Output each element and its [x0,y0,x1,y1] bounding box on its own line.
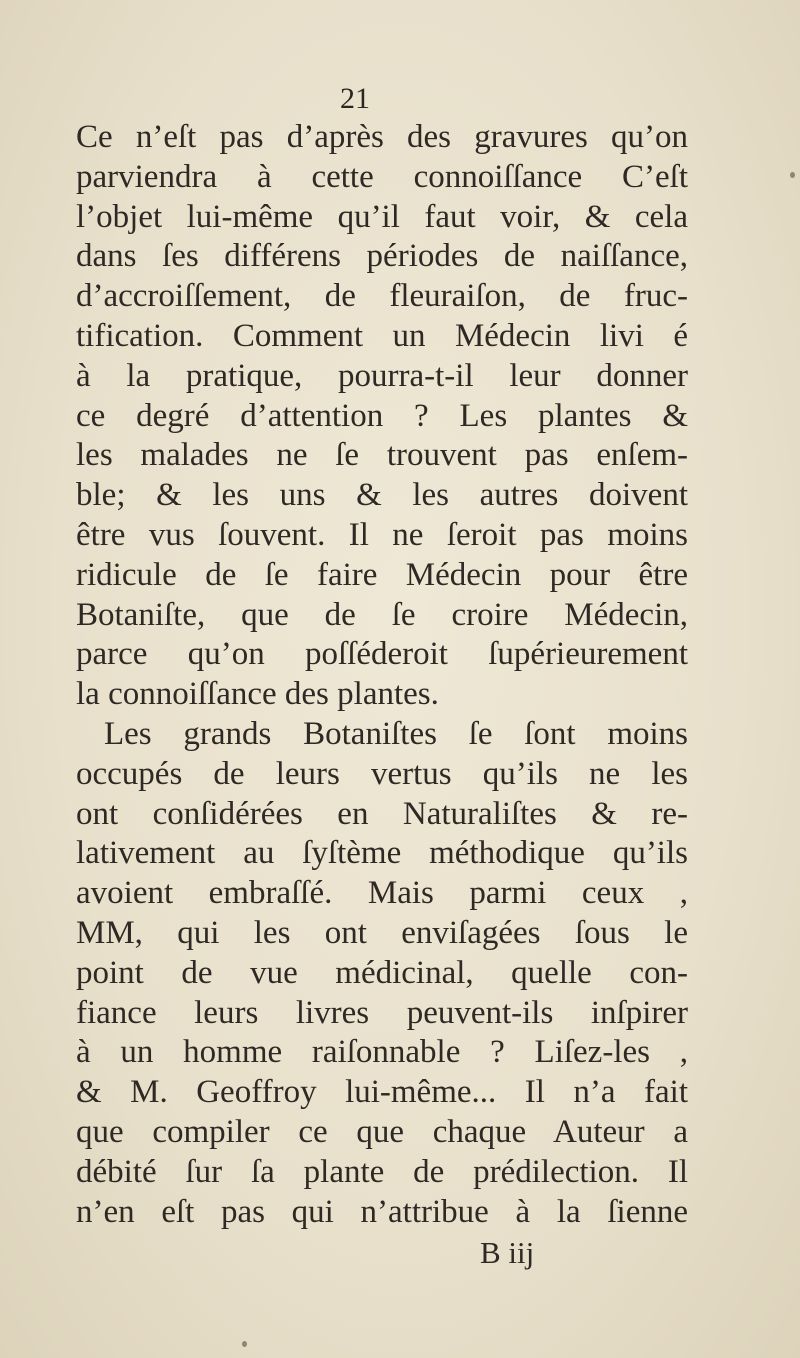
signature-mark: B iij [480,1235,535,1270]
text-line: être vus ſouvent. Il ne ſeroit pas moins [76,516,688,553]
text-line: point de vue médicinal, quelle con- [76,954,688,991]
text-line: l’objet lui-même qu’il faut voir, & cela [76,198,688,235]
text-line: débité ſur ſa plante de prédilection. Il [76,1153,688,1190]
text-line: MM, qui les ont enviſagées ſous le [76,914,688,951]
body-text [76,118,688,1232]
text-line: & M. Geoffroy lui-même... Il n’a fait [76,1074,688,1111]
text-line: à la pratique, pourra-t-il leur donner [76,357,688,394]
text-line: ble; & les uns & les autres doivent [76,477,688,514]
text-line: parviendra à cette connoiſſance C’eſt [76,158,688,195]
text-line: ce degré d’attention ? Les plantes & [76,397,688,434]
paper-speck [242,1341,247,1347]
text-line: n’en eſt pas qui n’attribue à la ſienne [76,1193,688,1230]
paper-speck [790,172,795,178]
text-line: avoient embraſſé. Mais parmi ceux , [76,875,688,912]
text-line: Botaniſte, que de ſe croire Médecin, [76,596,688,633]
text-line: ridicule de ſe faire Médecin pour être [76,556,688,593]
paragraph-start-line: Les grands Botaniſtes ſe ſont moins [104,715,688,752]
text-line: fiance leurs livres peuvent-ils inſpirer [76,994,688,1031]
text-line: ont conſidérées en Naturaliſtes & re- [76,795,688,832]
text-line: d’accroiſſement, de fleuraiſon, de fruc- [76,278,688,315]
text-line: occupés de leurs vertus qu’ils ne les [76,755,688,792]
text-line: à un homme raiſonnable ? Liſez-les , [76,1034,688,1071]
page-number: 21 [340,82,370,115]
text-line: lativement au ſyſtème méthodique qu’ils [76,835,688,872]
text-line: tification. Comment un Médecin livi é [76,317,688,354]
text-line: parce qu’on poſſéderoit ſupérieurement [76,636,688,673]
text-line: la connoiſſance des plantes. [76,676,439,713]
text-line: que compiler ce que chaque Auteur a [76,1113,688,1150]
text-line: dans ſes différens périodes de naiſſance, [76,238,688,275]
text-line: Ce n’eſt pas d’après des gravures qu’on [76,119,688,155]
text-line: les malades ne ſe trouvent pas enſem- [76,437,688,474]
